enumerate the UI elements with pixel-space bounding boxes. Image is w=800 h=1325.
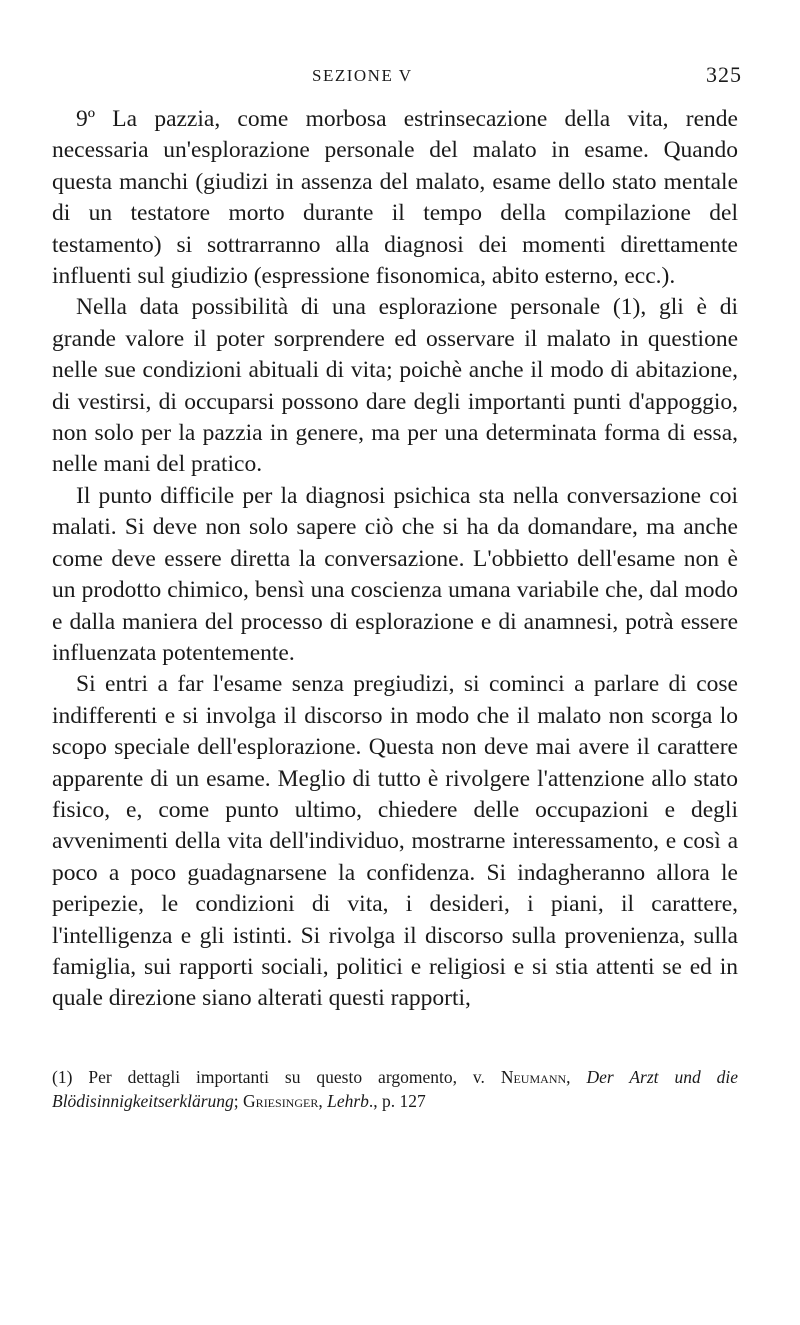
paragraph-3: Il punto difficile per la diagnosi psichica sta nella conversazione coi malati. Si deve non solo sapere ciò che si ha da domandare, ma anche come deve essere diretta la conversazione. L'obbietto dell'esame non è un prodotto chimico, bensì una coscienza umana variabile che, dal modo e dalla maniera del processo di esplorazione e di anamnesi, potrà essere influenzata potentemente.	[52, 482, 738, 666]
footnote-intro: Per dettagli importanti su questo argomento, v.	[88, 1066, 485, 1087]
page-header	[52, 62, 742, 92]
footnote-author-neumann: Neumann	[500, 1066, 567, 1087]
footnote: (1) Per dettagli importanti su questo argomento, v. Neumann, Der Arzt und die Blödisinnigkeitserklärung; Griesinger, Lehrb., p. 127	[52, 1066, 739, 1111]
body-text	[52, 104, 738, 1015]
paragraph-2: Nella data possibilità di una esplorazione personale (1), gli è di grande valore il poter sorprendere ed osservare il malato in questione nelle sue condizioni abituali di vita; poichè anche il modo di abitazione, di vestirsi, di occuparsi possono dare degli importanti punti d'appoggio, non solo per la pazzia in genere, ma per una determinata forma di essa, nelle mani del pratico.	[52, 294, 738, 478]
book-page	[52, 62, 742, 1113]
paragraph-4: Si entri a far l'esame senza pregiudizi, si cominci a parlare di cose indifferenti e si involga il discorso in modo che il malato non scorga lo scopo speciale dell'esplorazione. Questa non deve mai avere il carattere apparente di un esame. Meglio di tutto è rivolgere l'attenzione allo stato fisico, e, come punto ultimo, chiedere delle occupazioni e degli avvenimenti della vita dell'individuo, mostrarne interessamento, e così a poco a poco guadagnarsene la confidenza. Si indagheranno allora le peripezie, le condizioni di vita, i desideri, i piani, il carattere, l'intelligenza e gli istinti. Si rivolga il discorso sulla provenienza, sulla famiglia, sui rapporti sociali, politici e religiosi e si stia attenti se ed in quale direzione siano alterati questi rapporti,	[52, 671, 738, 1012]
paragraph-1: 9º La pazzia, come morbosa estrinsecazione della vita, rende necessaria un'esplorazione personale del malato in esame. Quando questa manchi (giudizi in assenza del malato, esame dello stato mentale di un testatore morto durante il tempo della compilazione del testamento) si sottrarranno alla diagnosi dei momenti direttamente influenti sul giudizio (espressione fisonomica, abito esterno, ecc.).	[52, 106, 738, 290]
page-number: 325	[706, 62, 742, 87]
footnote-title-lehrb: Lehrb	[327, 1090, 369, 1111]
footnote-marker: (1)	[52, 1066, 73, 1087]
footnote-page-ref: p. 127	[382, 1090, 426, 1111]
running-head: SEZIONE V	[312, 66, 413, 85]
footnote-title-arzt: Der Arzt und die Blödisinnigkeitserklärung	[52, 1066, 739, 1111]
footnote-author-griesinger: Griesinger	[243, 1090, 319, 1111]
